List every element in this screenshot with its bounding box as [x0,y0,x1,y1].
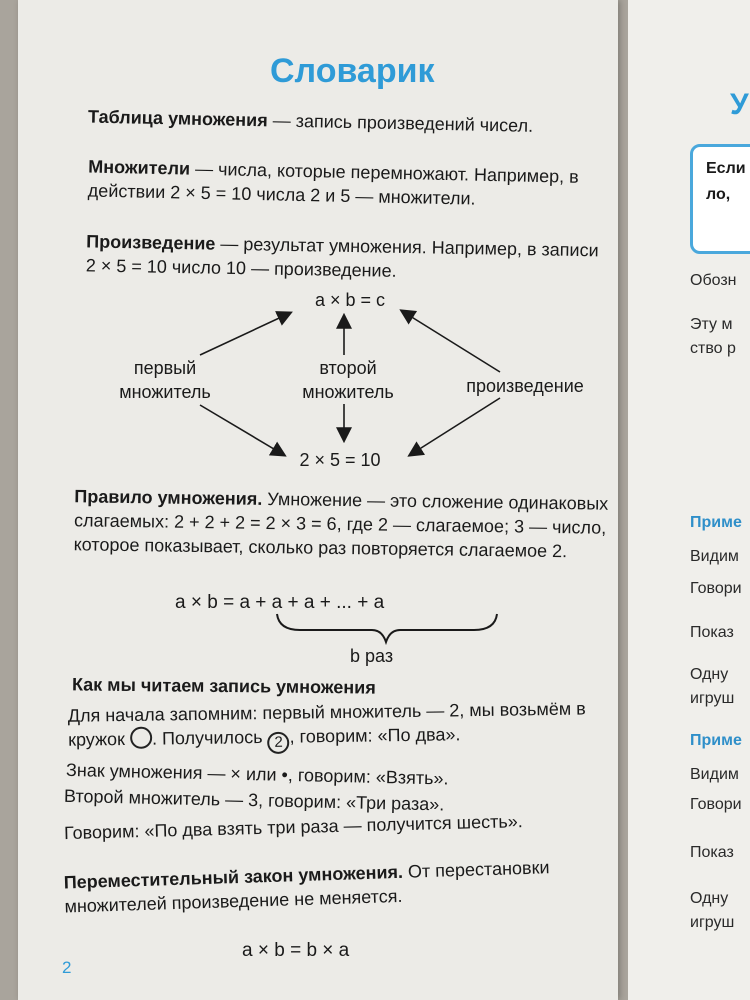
sum-brace [277,614,497,642]
right-line: Обозн [690,272,737,289]
page-number: 2 [62,958,72,977]
right-box-line: ло, [706,186,731,203]
term-rule: Правило умножения. [74,486,263,509]
arrow-product-to-10 [410,398,500,455]
reading-paragraph-4: Говорим: «По два взять три раза — получится шесть». [63,811,523,844]
reading-paragraph-1 [68,696,609,757]
label-line: первый [133,358,197,378]
diagram-bottom-formula: 2 × 5 = 10 [299,450,381,470]
reading-text: . Получилось [151,726,268,749]
sum-brace-label: b раз [350,646,394,666]
definition-text: — числа, которые перемножают. Например, в действии 2 × 5 = 10 числа 2 и 5 — множители. [87,158,579,209]
page-title: Словарик [270,52,435,90]
arrow-first-to-2 [200,405,284,455]
label-line: множитель [119,382,211,402]
arrow-first-to-a [200,313,290,355]
definition-text: — результат умножения. Например, в записи 2 × 5 = 10 число 10 — произведение. [85,233,599,281]
commutative-formula: a × b = b × a [242,940,350,961]
reading-heading: Как мы читаем запись умножения [71,674,376,698]
right-line: ство р [690,340,736,357]
arrow-product-to-c [402,311,500,372]
reading-text: , говорим: «По два». [289,724,461,747]
right-line: Говори [690,796,742,813]
label-line: второй [319,358,377,378]
right-page-heading: У [730,88,749,121]
reading-text: Для начала запомним: первый множитель — 2, мы возьмём в кружок [67,698,586,750]
reading-paragraph-2: Знак умножения — × или •, говорим: «Взять». [65,759,449,789]
right-line: Одну [690,666,729,683]
term-multiplication-table: Таблица умножения [87,106,268,131]
right-line: Одну [690,890,729,907]
right-box-line: Если [706,160,746,177]
label-line: множитель [302,382,394,402]
right-example-heading: Приме [690,732,742,749]
term-product: Произведение [86,231,216,254]
diagram-top-formula: a × b = c [314,290,386,310]
right-line: Видим [690,766,739,783]
definition-text: — запись произведений чисел. [267,110,534,136]
right-line: Видим [690,548,739,565]
diagram-label-product: произведение [466,376,584,396]
right-line: игруш [690,914,735,931]
right-line: Эту м [690,316,733,333]
right-line: игруш [690,690,735,707]
term-factors: Множители [88,156,191,179]
right-line: Говори [690,580,742,597]
multiplication-rule [74,484,610,563]
right-line: Показ [690,844,734,861]
right-example-heading: Приме [690,514,742,531]
sum-formula: a × b = a + a + a + ... + a [175,592,385,613]
commutative-text: От перестановки множителей произведение не меняется. [64,857,550,917]
term-commutative: Переместительный закон умножения. [63,861,404,893]
empty-circle-icon [130,727,152,749]
reading-paragraph-3: Второй множитель — 3, говорим: «Три раза». [63,785,445,815]
right-line: Показ [690,624,734,641]
rule-text: Умножение — это сложение одинаковых слагаемых: 2 + 2 + 2 = 2 × 3 = 6, где 2 — слагаемое; 3 — число, которое показывает, сколько раз повторяется слагаемое 2. [73,488,609,562]
circled-number: 2 [267,732,289,754]
